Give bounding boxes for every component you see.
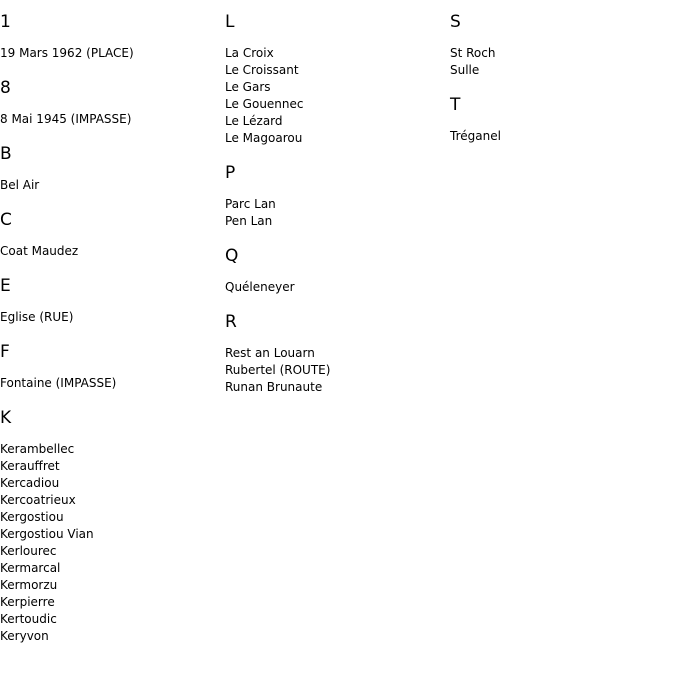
street-list [225, 345, 445, 396]
letter-group-t [450, 93, 670, 145]
street-list [0, 177, 220, 194]
street-link[interactable]: 8 Mai 1945 (IMPASSE) [0, 112, 132, 126]
street-list [225, 196, 445, 230]
street-link[interactable]: Kermorzu [0, 578, 58, 592]
letter-group-8 [0, 76, 220, 128]
index-column-2 [225, 10, 445, 396]
letter-group-q [225, 244, 445, 296]
street-link[interactable]: Le Croissant [225, 63, 299, 77]
letter-group-f [0, 340, 220, 392]
letter-heading: R [225, 312, 237, 332]
street-link[interactable]: Le Gars [225, 80, 271, 94]
letter-heading: 8 [0, 78, 11, 98]
street-link[interactable]: Kercadiou [0, 476, 60, 490]
letter-group-s [450, 10, 670, 79]
street-link[interactable]: St Roch [450, 46, 496, 60]
street-list [0, 243, 220, 260]
street-link[interactable]: Eglise (RUE) [0, 310, 74, 324]
street-link[interactable]: Tréganel [450, 129, 501, 143]
street-link[interactable]: Rest an Louarn [225, 346, 315, 360]
street-link[interactable]: La Croix [225, 46, 274, 60]
street-link[interactable]: Parc Lan [225, 197, 276, 211]
street-link[interactable]: Kerauffret [0, 459, 60, 473]
street-link[interactable]: Kermarcal [0, 561, 61, 575]
street-link[interactable]: Le Gouennec [225, 97, 304, 111]
street-list [0, 45, 220, 62]
letter-heading: Q [225, 246, 239, 266]
index-column-3 [450, 10, 670, 145]
street-link[interactable]: Sulle [450, 63, 480, 77]
street-link[interactable]: Fontaine (IMPASSE) [0, 376, 117, 390]
street-link[interactable]: Runan Brunaute [225, 380, 323, 394]
street-link[interactable]: Kercoatrieux [0, 493, 76, 507]
street-link[interactable]: Coat Maudez [0, 244, 79, 258]
letter-heading: E [0, 276, 11, 296]
letter-heading: T [450, 95, 461, 115]
letter-group-p [225, 161, 445, 230]
index-column-1 [0, 10, 220, 645]
street-link[interactable]: Le Magoarou [225, 131, 303, 145]
street-link[interactable]: Kerlourec [0, 544, 57, 558]
street-link[interactable]: 19 Mars 1962 (PLACE) [0, 46, 134, 60]
letter-heading: F [0, 342, 10, 362]
street-list [0, 309, 220, 326]
letter-group-r [225, 310, 445, 396]
street-link[interactable]: Kerpierre [0, 595, 55, 609]
street-list [0, 441, 220, 645]
letter-group-l [225, 10, 445, 147]
street-link[interactable]: Kergostiou Vian [0, 527, 94, 541]
letter-heading: K [0, 408, 12, 428]
letter-heading: C [0, 210, 12, 230]
letter-heading: S [450, 12, 461, 32]
street-link[interactable]: Kerambellec [0, 442, 75, 456]
street-link[interactable]: Le Lézard [225, 114, 283, 128]
letter-heading: 1 [0, 12, 11, 32]
street-link[interactable]: Pen Lan [225, 214, 273, 228]
letter-heading: P [225, 163, 236, 183]
street-list [225, 45, 445, 147]
letter-heading: L [225, 12, 235, 32]
letter-group-k [0, 406, 220, 645]
letter-group-b [0, 142, 220, 194]
street-link[interactable]: Kergostiou [0, 510, 64, 524]
street-link[interactable]: Bel Air [0, 178, 40, 192]
street-link[interactable]: Quéleneyer [225, 280, 295, 294]
street-link[interactable]: Kertoudic [0, 612, 57, 626]
street-link[interactable]: Keryvon [0, 629, 49, 643]
street-list [225, 279, 445, 296]
letter-group-e [0, 274, 220, 326]
street-list [0, 111, 220, 128]
letter-group-c [0, 208, 220, 260]
letter-group-1 [0, 10, 220, 62]
letter-heading: B [0, 144, 12, 164]
street-link[interactable]: Rubertel (ROUTE) [225, 363, 331, 377]
street-list [450, 45, 670, 79]
street-list [450, 128, 670, 145]
street-list [0, 375, 220, 392]
